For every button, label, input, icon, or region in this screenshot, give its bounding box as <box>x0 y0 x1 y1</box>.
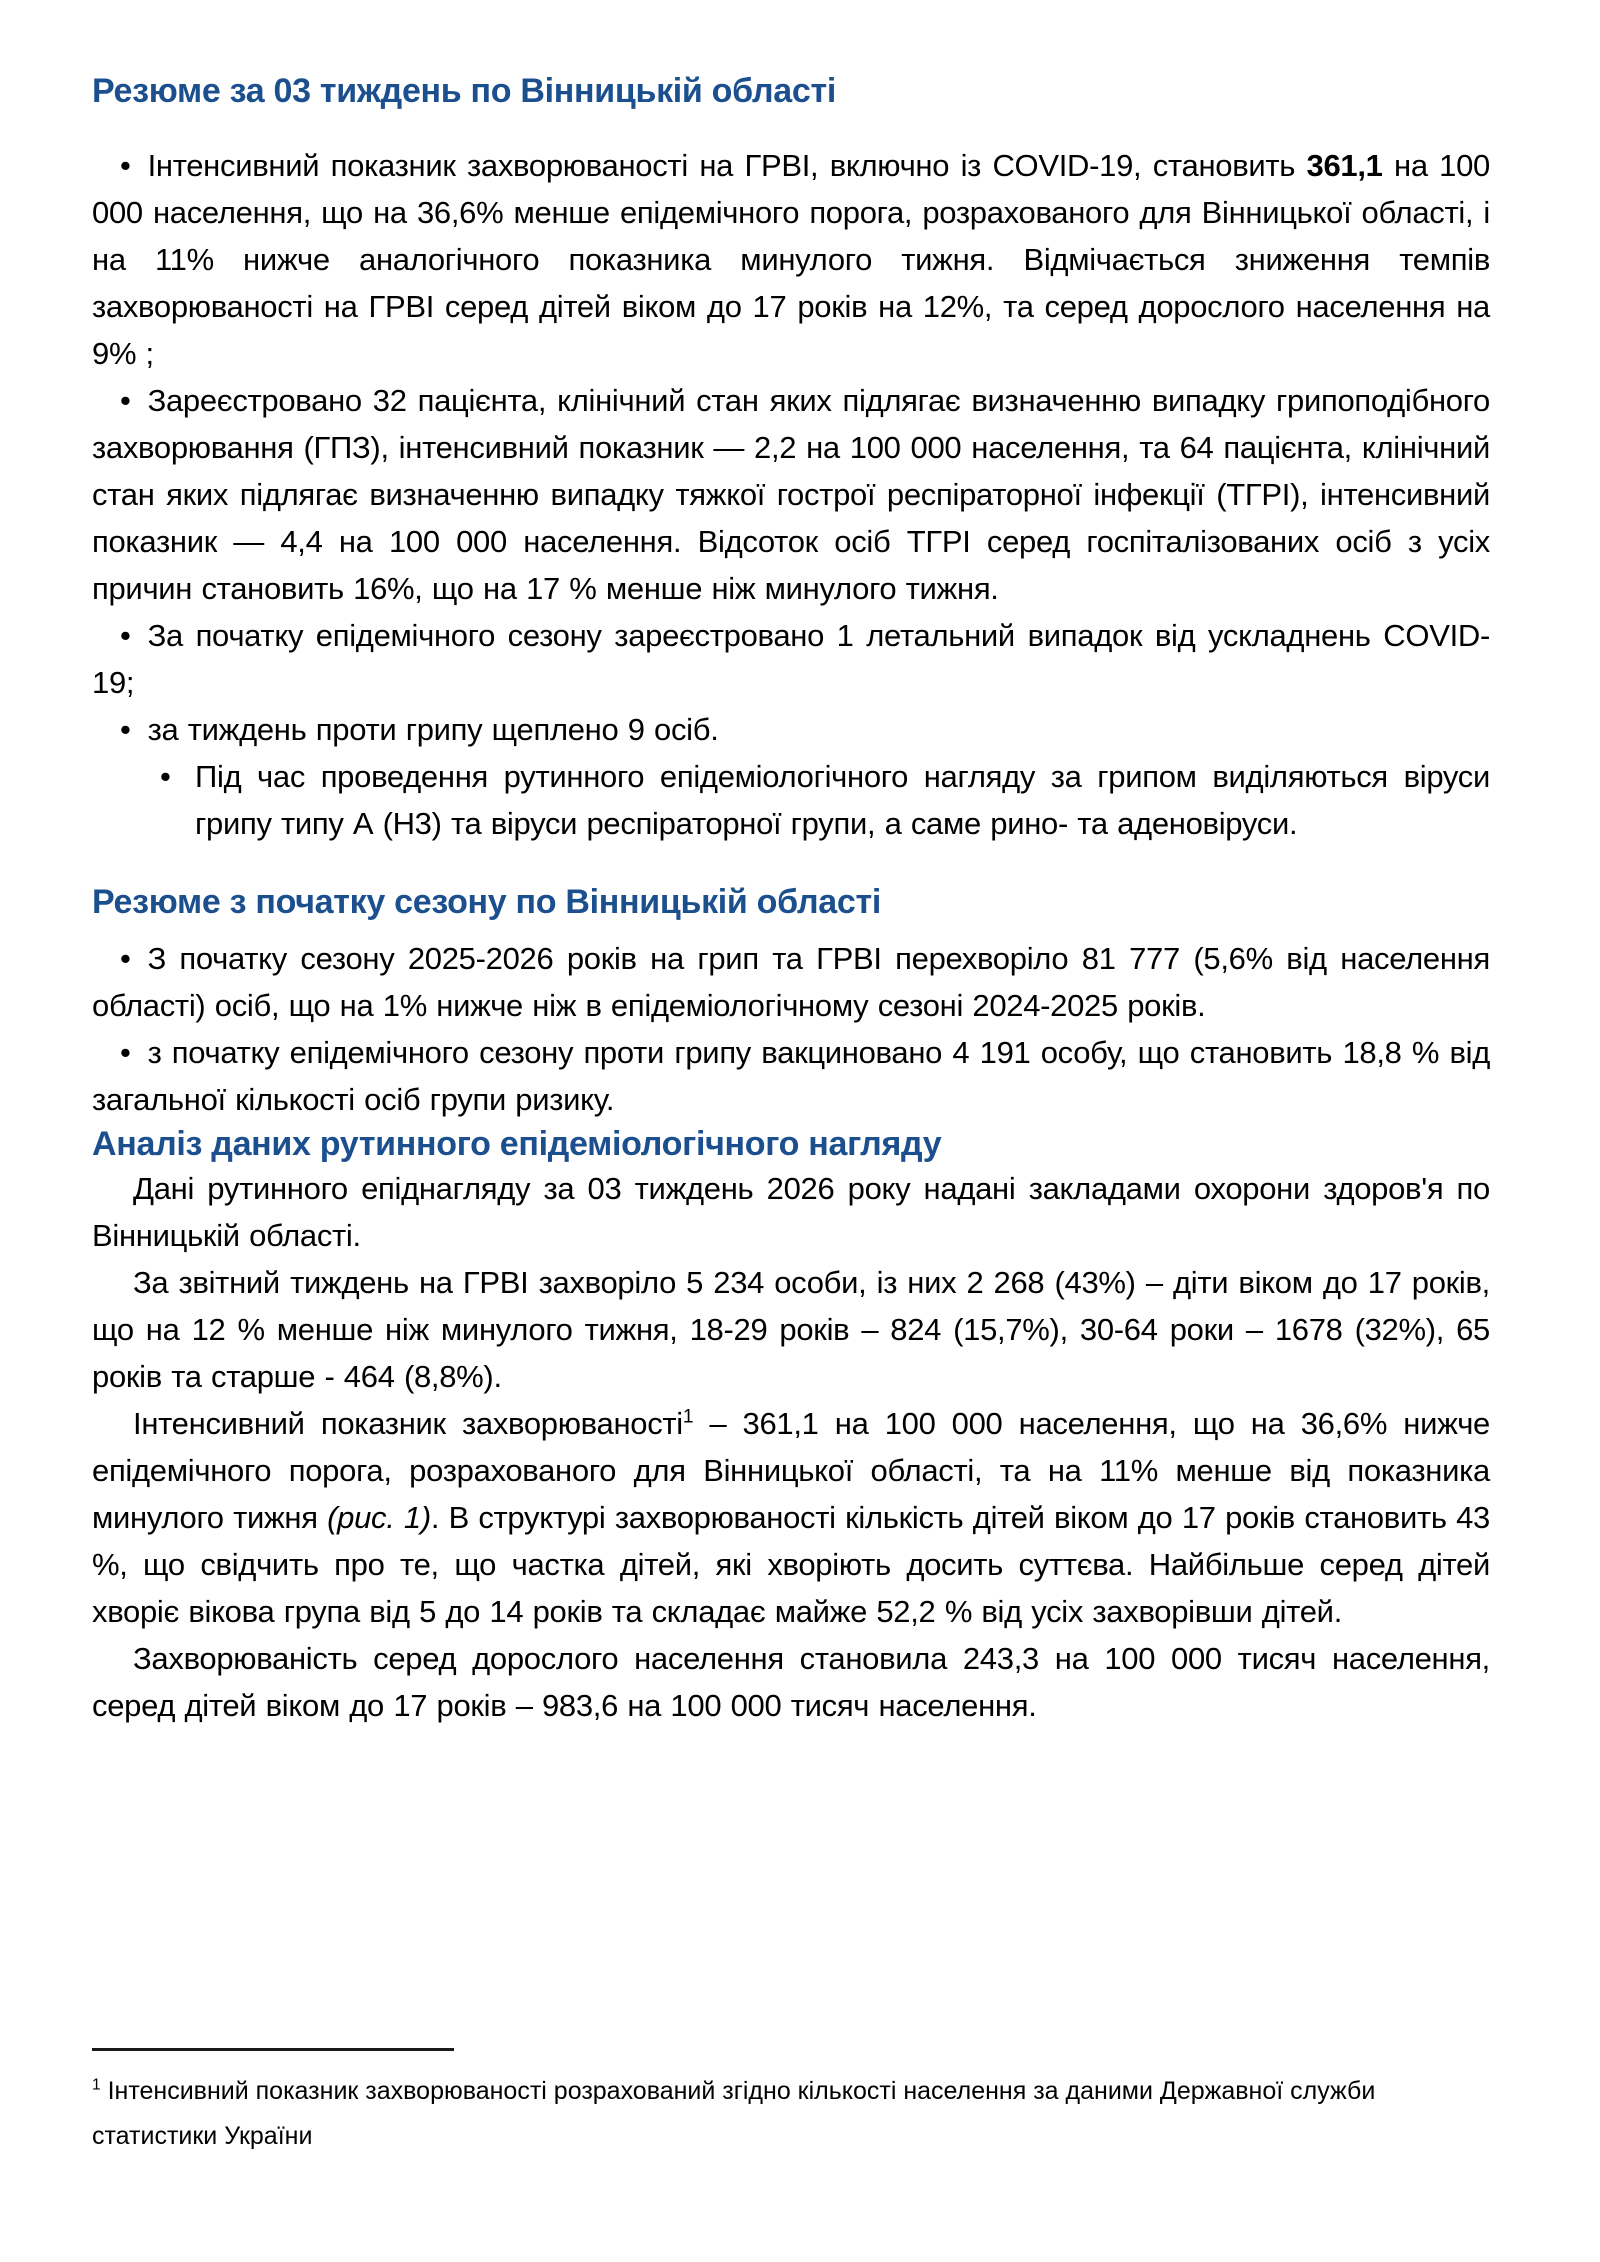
paragraph-weekly-cases: За звітний тиждень на ГРВІ захворіло 5 234 особи, із них 2 268 (43%) – діти віком до 17 років, що на 12 % менше ніж минулого тижня, 18-29 років – 824 (15,7%), 30-64 роки – 1678 (32%), 65 років та старше - 464 (8,8%). <box>92 1265 1490 1394</box>
bullet-marker: • <box>120 618 131 653</box>
bullet-marker: • <box>120 1035 131 1070</box>
bullet-text: За початку епідемічного сезону зареєстровано 1 летальний випадок від ускладнень COVID-19; <box>92 618 1490 700</box>
bullet-text: Під час проведення рутинного епідеміологічного нагляду за грипом виділяються віруси грипу типу А (Н3) та віруси респіраторної групи, а саме рино- та аденовіруси. <box>195 759 1490 841</box>
paragraph-text: . В структурі захворюваності кількість дітей віком до 17 років становить 43 %, що свідчить про те, що частка дітей, які хворіють досить суттєва. Найбільше серед дітей хворіє вікова група від 5 до 14 років та складає майже 52,2 % від усіх захворівши дітей. <box>92 1500 1490 1629</box>
bullet-text: за тиждень проти грипу щеплено 9 осіб. <box>147 712 719 747</box>
bullet-item-virus-surveillance <box>92 753 1490 847</box>
bullet-text: на 100 000 населення, що на 36,6% менше епідемічного порога, розрахованого для Вінницької області, і на 11% нижче аналогічного показника минулого тижня. Відмічається зниження темпів захворюваності на ГРВІ серед дітей віком до 17 років на 12%, та серед дорослого населення на 9% ; <box>92 148 1490 371</box>
footnote-marker: 1 <box>92 2076 101 2094</box>
bullet-item-ili-sari <box>92 377 1490 612</box>
paragraph-text: – 361,1 на 100 000 населення, що на 36,6% нижче епідемічного порога, розрахованого для Вінницької області, та на 11% менше від показника минулого тижня <box>92 1406 1490 1535</box>
footnote-reference: 1 <box>682 1406 694 1428</box>
bullet-item-intensity <box>92 142 1490 377</box>
document-body <box>92 70 1490 1729</box>
bullet-marker: • <box>120 941 131 976</box>
bullet-text: Інтенсивний показник захворюваності на ГРВІ, включно із COVID-19, становить <box>147 148 1307 183</box>
bullet-marker: • <box>120 712 131 747</box>
footnote-area <box>92 2048 1452 2159</box>
bullet-text: Зареєстровано 32 пацієнта, клінічний стан яких підлягає визначенню випадку грипоподібного захворювання (ГПЗ), інтенсивний показник — 2,2 на 100 000 населення, та 64 пацієнта, клінічний стан яких підлягає визначенню випадку тяжкої гострої респіраторної інфекції (ТГРІ), інтенсивний показник — 4,4 на 100 000 населення. Відсоток осіб ТГРІ серед госпіталізованих осіб з усіх причин становить 16%, що на 17 % менше ніж минулого тижня. <box>92 383 1490 606</box>
bullet-marker: • <box>120 148 131 183</box>
footnote-text: Інтенсивний показник захворюваності розрахований згідно кількості населення за даними Державної служби статистики України <box>92 2077 1376 2150</box>
bullet-item-season-vaccinated <box>92 1029 1490 1123</box>
footnote <box>92 2069 1452 2159</box>
bullet-marker: • <box>160 759 171 794</box>
figure-reference: (рис. 1) <box>327 1500 431 1535</box>
bullet-text: з початку епідемічного сезону проти грипу вакциновано 4 191 особу, що становить 18,8 % від загальної кількості осіб групи ризику. <box>92 1035 1490 1117</box>
paragraph-intensity-analysis <box>92 1400 1490 1635</box>
bullet-item-season-cases <box>92 935 1490 1029</box>
paragraph-text: Інтенсивний показник захворюваності <box>133 1406 683 1441</box>
paragraph-adult-children-rates: Захворюваність серед дорослого населення становила 243,3 на 100 000 тисяч населення, серед дітей віком до 17 років – 983,6 на 100 000 тисяч населення. <box>92 1641 1490 1723</box>
footnote-separator-rule <box>92 2048 454 2051</box>
section-heading-season-summary: Резюме з початку сезону по Вінницькій області <box>92 883 882 921</box>
bullet-text: З початку сезону 2025-2026 років на грип та ГРВІ перехворіло 81 777 (5,6% від населення області) осіб, що на 1% нижче ніж в епідеміологічному сезоні 2024-2025 років. <box>92 941 1490 1023</box>
bullet-item-vaccinated-week <box>92 706 1490 753</box>
bullet-marker: • <box>120 383 131 418</box>
section-heading-analysis: Аналіз даних рутинного епідеміологічного нагляду <box>92 1125 942 1163</box>
bullet-item-lethal-case <box>92 612 1490 706</box>
paragraph-data-source: Дані рутинного епіднагляду за 03 тиждень 2026 року надані закладами охорони здоров'я по Вінницькій області. <box>92 1171 1490 1253</box>
bullet-text-bold-value: 361,1 <box>1306 148 1383 183</box>
section-heading-week-summary: Резюме за 03 тиждень по Вінницькій області <box>92 72 837 110</box>
